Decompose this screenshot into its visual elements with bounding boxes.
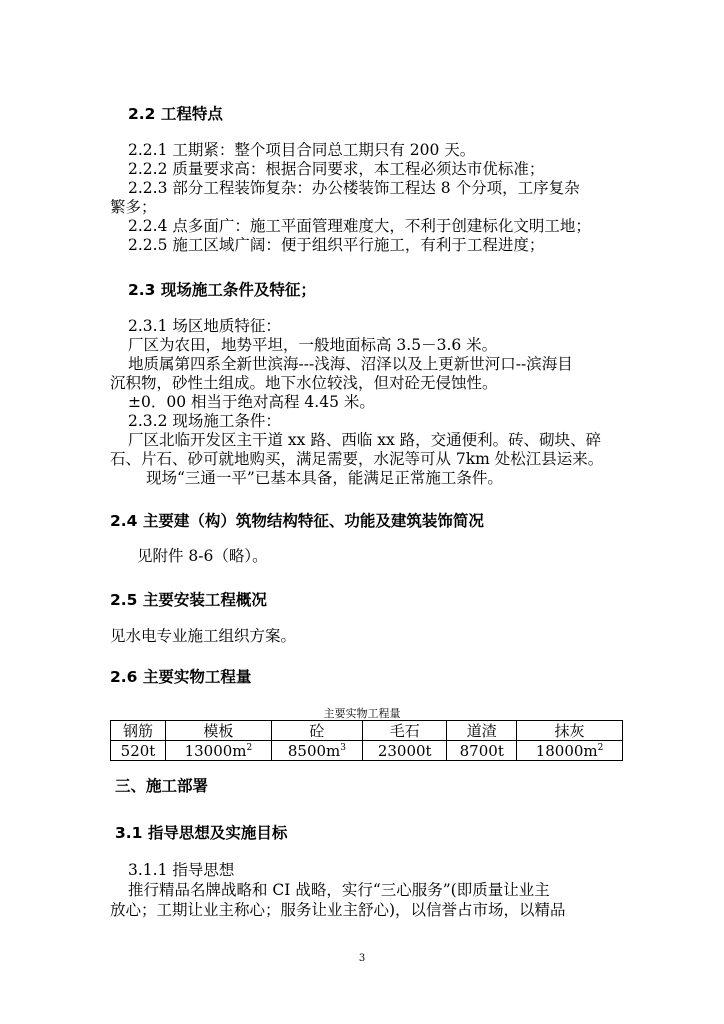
paragraph-site-line2: 石、片石、砂可就地购买，满足需要，水泥等可从 7km 处松江县运来。 [110,450,604,468]
paragraph-2-5: 见水电专业施工组织方案。 [110,627,297,645]
paragraph-2-2-5: 2.2.5 施工区域广阔：便于组织平行施工，有利于工程进度； [128,236,545,254]
header-cell: 模板 [165,721,271,741]
paragraph-farmland: 厂区为农田，地势平坦，一般地面标高 3.5－3.6 米。 [128,336,498,354]
header-cell: 道渣 [447,721,517,741]
paragraph-2-3-2: 2.3.2 现场施工条件： [128,412,281,430]
page-number: 3 [358,953,366,964]
paragraph-3-1-1: 3.1.1 指导思想 [128,861,235,879]
paragraph-2-2-3-line2: 繁多； [110,198,157,216]
paragraph-2-3-1: 2.3.1 场区地质特征： [128,317,281,335]
value-cell: 23000t [363,741,447,761]
paragraph-elevation: ±0．00 相当于绝对高程 4.45 米。 [128,393,375,411]
value-cell: 520t [111,741,166,761]
paragraph-guide-line1: 推行精品名牌战略和 CI 战略，实行“三心服务”(即质量让业主 [128,881,550,899]
chapter-heading-3: 三、施工部署 [115,777,209,795]
table-value-row [111,741,623,761]
paragraph-site-line1: 厂区北临开发区主干道 xx 路、西临 xx 路，交通便利。砖、砌块、碎 [128,431,602,449]
paragraph-geology-line1: 地质属第四系全新世滨海---浅海、沼泽以及上更新世河口--滨海目 [128,355,573,373]
header-cell: 砼 [271,721,362,741]
paragraph-2-2-1: 2.2.1 工期紧：整个项目合同总工期只有 200 天。 [128,141,476,159]
header-cell: 钢筋 [111,721,166,741]
value-cell: $8500m^3$ [271,741,362,761]
value-cell: 8700t [447,741,517,761]
paragraph-geology-line2: 沉积物，砂性土组成。地下水位较浅，但对砼无侵蚀性。 [110,374,498,392]
paragraph-2-2-2: 2.2.2 质量要求高：根据合同要求，本工程必须达市优标准； [128,160,545,178]
value-cell: $18000m^2$ [517,741,623,761]
section-heading-2-3: 2.3 现场施工条件及特征； [128,281,316,299]
section-heading-2-4: 2.4 主要建（构）筑物结构特征、功能及建筑装饰简况 [110,512,484,530]
section-heading-2-6: 2.6 主要实物工程量 [110,668,252,686]
paragraph-guide-line2: 放心；工期让业主称心；服务让业主舒心)，以信誉占市场，以精品 [110,901,566,919]
section-heading-2-5: 2.5 主要安装工程概况 [110,591,267,609]
paragraph-2-2-4: 2.2.4 点多面广：施工平面管理难度大，不利于创建标化文明工地； [128,217,591,235]
quantities-table [110,720,623,761]
paragraph-2-2-3-line1: 2.2.3 部分工程装饰复杂：办公楼装饰工程达 8 个分项，工序复杂 [128,179,580,197]
paragraph-site-line3: 现场“三通一平”已基本具备，能满足正常施工条件。 [146,469,503,487]
header-cell: 抹灰 [517,721,623,741]
header-cell: 毛石 [363,721,447,741]
section-heading-3-1: 3.1 指导思想及实施目标 [115,824,288,842]
table-caption: 主要实物工程量 [323,707,401,720]
paragraph-2-4: 见附件 8-6（略）。 [137,547,268,565]
value-cell: $13000m^2$ [165,741,271,761]
table-header-row [111,721,623,741]
section-heading-2-2: 2.2 工程特点 [128,105,223,123]
